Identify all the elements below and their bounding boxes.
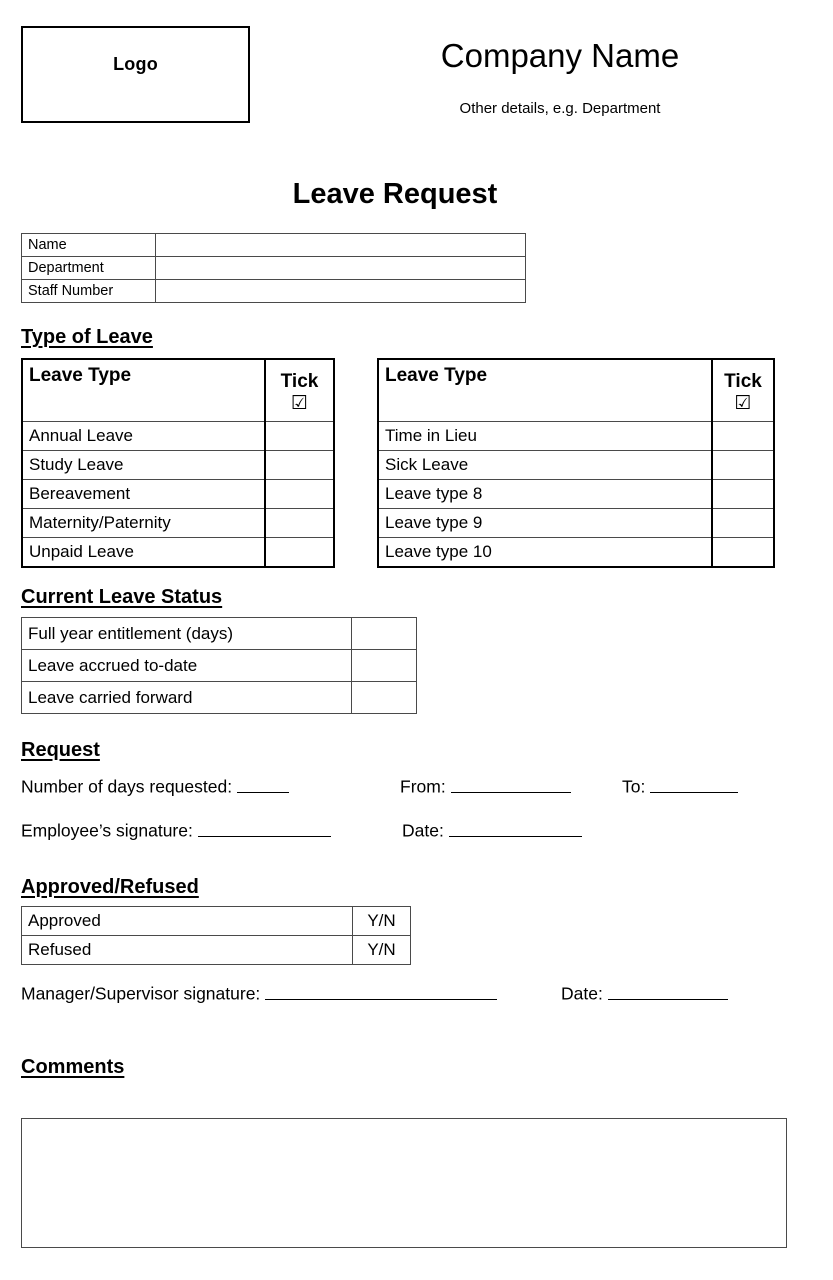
table-row xyxy=(22,509,334,538)
table-row xyxy=(22,538,334,568)
manager-date-field-group xyxy=(561,981,728,1005)
identity-label-department: Department xyxy=(22,257,156,280)
table-row xyxy=(22,451,334,480)
employee-date-label: Date: xyxy=(402,820,444,841)
tick-header-label-left: Tick xyxy=(280,370,319,392)
from-date-label: From: xyxy=(400,776,446,797)
manager-signature-field-group xyxy=(21,981,497,1005)
tick-checkbox-sick-leave[interactable] xyxy=(712,451,774,480)
logo-label: Logo xyxy=(113,54,158,74)
table-row xyxy=(22,936,411,965)
from-date-field-group xyxy=(400,774,571,798)
approval-label-approved: Approved xyxy=(22,907,353,936)
manager-date-label: Date: xyxy=(561,983,603,1004)
table-row xyxy=(22,650,417,682)
status-input-leave-carried-forward[interactable] xyxy=(352,682,417,714)
to-date-label: To: xyxy=(622,776,646,797)
identity-input-department[interactable] xyxy=(156,257,526,280)
table-row xyxy=(378,480,774,509)
tick-header-label-right: Tick xyxy=(724,370,762,392)
identity-label-name: Name xyxy=(22,234,156,257)
table-row xyxy=(378,422,774,451)
table-row xyxy=(22,280,526,303)
identity-label-staff-number: Staff Number xyxy=(22,280,156,303)
leave-type-9: Leave type 9 xyxy=(378,509,712,538)
leave-type-header-right: Leave Type xyxy=(378,359,712,422)
status-input-full-year-entitlement[interactable] xyxy=(352,618,417,650)
employee-identity-table xyxy=(21,233,526,303)
tick-checkbox-unpaid-leave[interactable] xyxy=(265,538,334,568)
tick-checkbox-annual-leave[interactable] xyxy=(265,422,334,451)
employee-signature-label: Employee’s signature: xyxy=(21,820,193,841)
table-row xyxy=(22,618,417,650)
to-date-input[interactable] xyxy=(650,774,738,793)
leave-type-annual-leave: Annual Leave xyxy=(22,422,265,451)
status-label-leave-accrued: Leave accrued to-date xyxy=(22,650,352,682)
current-leave-status-table xyxy=(21,617,417,714)
logo-placeholder-box xyxy=(21,26,250,123)
leave-type-8: Leave type 8 xyxy=(378,480,712,509)
leave-type-sick-leave: Sick Leave xyxy=(378,451,712,480)
leave-type-header-left: Leave Type xyxy=(22,359,265,422)
days-requested-input[interactable] xyxy=(237,774,289,793)
table-row xyxy=(22,907,411,936)
leave-type-10: Leave type 10 xyxy=(378,538,712,568)
approval-decision-table xyxy=(21,906,411,965)
tick-checkbox-bereavement[interactable] xyxy=(265,480,334,509)
table-row xyxy=(378,538,774,568)
from-date-input[interactable] xyxy=(451,774,571,793)
leave-type-study-leave: Study Leave xyxy=(22,451,265,480)
section-heading-type-of-leave: Type of Leave xyxy=(21,326,153,348)
identity-input-staff-number[interactable] xyxy=(156,280,526,303)
table-row xyxy=(378,509,774,538)
days-requested-label: Number of days requested: xyxy=(21,776,233,797)
to-date-field-group xyxy=(622,774,738,798)
employee-signature-input[interactable] xyxy=(198,818,331,837)
company-name: Company Name xyxy=(440,37,680,74)
table-row xyxy=(22,480,334,509)
tick-checkbox-leave-type-10[interactable] xyxy=(712,538,774,568)
table-header-row xyxy=(378,359,774,422)
manager-date-input[interactable] xyxy=(608,981,728,1000)
checkbox-checked-icon: ☑ xyxy=(290,392,309,415)
status-label-full-year-entitlement: Full year entitlement (days) xyxy=(22,618,352,650)
table-row xyxy=(378,451,774,480)
leave-type-table-left xyxy=(21,358,335,568)
tick-checkbox-leave-type-9[interactable] xyxy=(712,509,774,538)
employee-date-input[interactable] xyxy=(449,818,582,837)
tick-header-left xyxy=(265,359,334,422)
leave-type-bereavement: Bereavement xyxy=(22,480,265,509)
tick-checkbox-study-leave[interactable] xyxy=(265,451,334,480)
section-heading-current-leave-status: Current Leave Status xyxy=(21,586,223,608)
checkbox-checked-icon: ☑ xyxy=(734,392,752,415)
tick-checkbox-leave-type-8[interactable] xyxy=(712,480,774,509)
page-title: Leave Request xyxy=(292,178,498,210)
comments-textarea[interactable] xyxy=(21,1118,787,1248)
approval-label-refused: Refused xyxy=(22,936,353,965)
days-requested-field-group xyxy=(21,774,289,798)
leave-type-time-in-lieu: Time in Lieu xyxy=(378,422,712,451)
section-heading-request: Request xyxy=(21,739,100,761)
leave-type-table-right xyxy=(377,358,775,568)
manager-signature-input[interactable] xyxy=(265,981,497,1000)
table-row xyxy=(22,682,417,714)
employee-date-field-group xyxy=(402,818,582,842)
employee-signature-field-group xyxy=(21,818,331,842)
tick-header-right xyxy=(712,359,774,422)
manager-signature-label: Manager/Supervisor signature: xyxy=(21,983,261,1004)
tick-checkbox-maternity-paternity[interactable] xyxy=(265,509,334,538)
approval-value-approved[interactable]: Y/N xyxy=(353,907,411,936)
table-row xyxy=(22,422,334,451)
section-heading-comments: Comments xyxy=(21,1056,125,1078)
status-input-leave-accrued[interactable] xyxy=(352,650,417,682)
leave-type-unpaid-leave: Unpaid Leave xyxy=(22,538,265,568)
tick-checkbox-time-in-lieu[interactable] xyxy=(712,422,774,451)
table-row xyxy=(22,234,526,257)
section-heading-approved-refused: Approved/Refused xyxy=(21,876,199,898)
table-row xyxy=(22,257,526,280)
approval-value-refused[interactable]: Y/N xyxy=(353,936,411,965)
table-header-row xyxy=(22,359,334,422)
leave-type-maternity-paternity: Maternity/Paternity xyxy=(22,509,265,538)
company-subtitle: Other details, e.g. Department xyxy=(459,100,661,117)
status-label-leave-carried-forward: Leave carried forward xyxy=(22,682,352,714)
identity-input-name[interactable] xyxy=(156,234,526,257)
